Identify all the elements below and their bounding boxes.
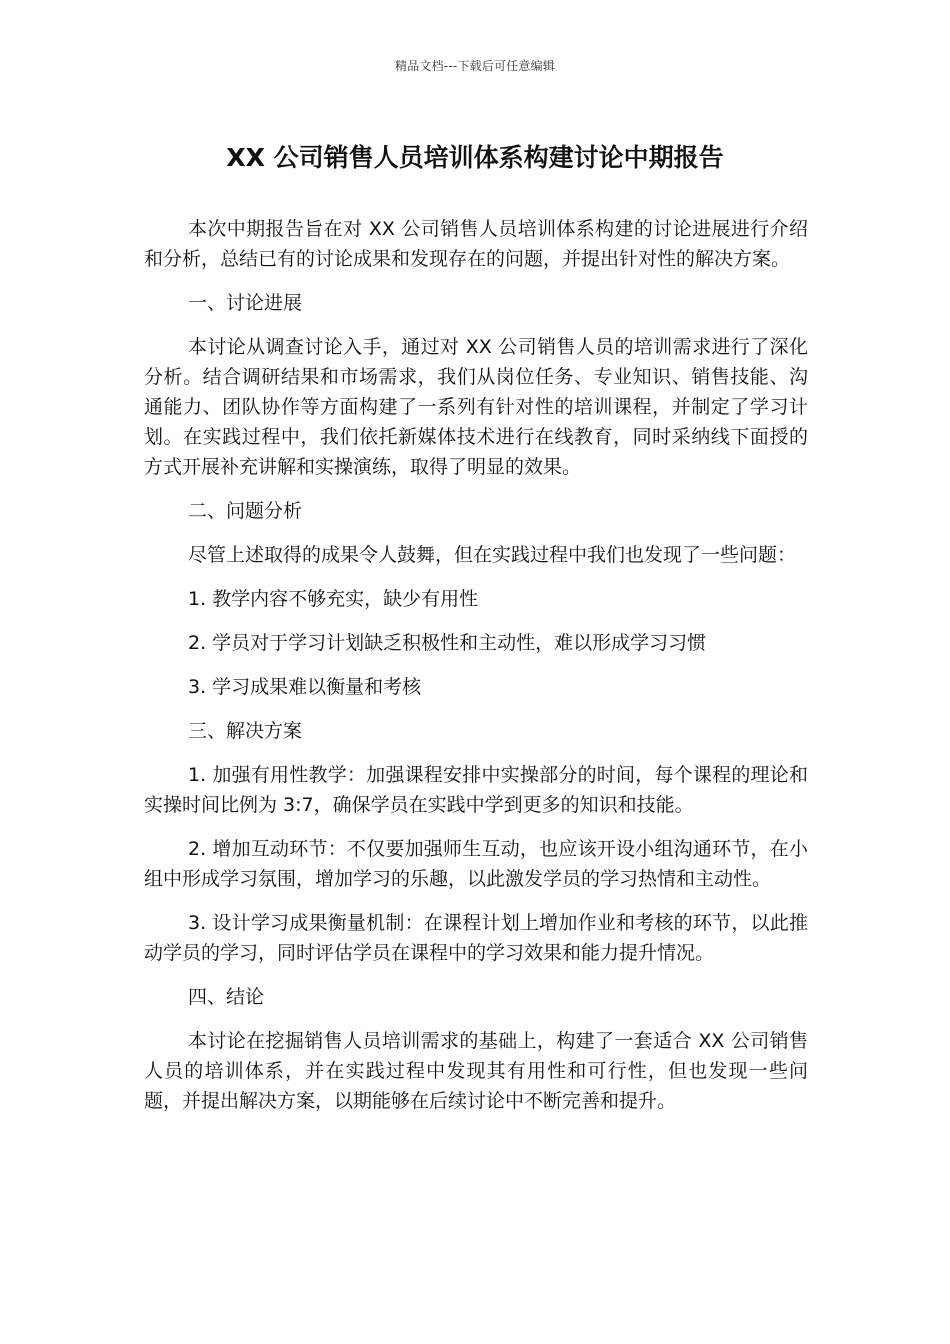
problem-item: 1. 教学内容不够充实，缺少有用性 xyxy=(188,588,479,610)
document-title: XX 公司销售人员培训体系构建讨论中期报告 xyxy=(226,143,724,172)
problems-intro-paragraph: 尽管上述取得的成果令人鼓舞，但在实践过程中我们也发现了一些问题： xyxy=(188,544,797,566)
problem-item: 2. 学员对于学习计划缺乏积极性和主动性，难以形成学习习惯 xyxy=(188,632,707,654)
section-heading-solutions: 三、解决方案 xyxy=(188,720,303,742)
progress-paragraph: 本讨论从调查讨论入手，通过对 XX 公司销售人员的培训需求进行了深化分析。结合调研结果和市场需求，我们从岗位任务、专业知识、销售技能、沟通能力、团队协作等方面构建了一系列有针对性的培训课程，并制定了学习计划。在实践过程中，我们依托新媒体技术进行在线教育，同时采纳线下面授的方式开展补充讲解和实操演练，取得了明显的效果。 xyxy=(144,336,808,478)
document-body xyxy=(144,214,808,1130)
header-note: 精品文档---下载后可任意编辑 xyxy=(395,59,555,73)
conclusion-paragraph: 本讨论在挖掘销售人员培训需求的基础上，构建了一套适合 XX 公司销售人员的培训体系，并在实践过程中发现其有用性和可行性，但也发现一些问题，并提出解决方案，以期能够在后续讨论中不断完善和提升。 xyxy=(144,1030,808,1112)
section-heading-progress: 一、讨论进展 xyxy=(188,292,303,314)
intro-paragraph: 本次中期报告旨在对 XX 公司销售人员培训体系构建的讨论进展进行介绍和分析，总结已有的讨论成果和发现存在的问题，并提出针对性的解决方案。 xyxy=(144,218,808,270)
solution-item: 1. 加强有用性教学：加强课程安排中实操部分的时间，每个课程的理论和实操时间比例为 3:7，确保学员在实践中学到更多的知识和技能。 xyxy=(144,764,808,816)
solution-item: 2. 增加互动环节：不仅要加强师生互动，也应该开设小组沟通环节，在小组中形成学习氛围，增加学习的乐趣，以此激发学员的学习热情和主动性。 xyxy=(144,838,808,890)
section-heading-conclusion: 四、结论 xyxy=(188,986,265,1008)
solution-item: 3. 设计学习成果衡量机制：在课程计划上增加作业和考核的环节，以此推动学员的学习，同时评估学员在课程中的学习效果和能力提升情况。 xyxy=(144,912,808,964)
section-heading-problems: 二、问题分析 xyxy=(188,500,303,522)
problem-item: 3. 学习成果难以衡量和考核 xyxy=(188,676,422,698)
